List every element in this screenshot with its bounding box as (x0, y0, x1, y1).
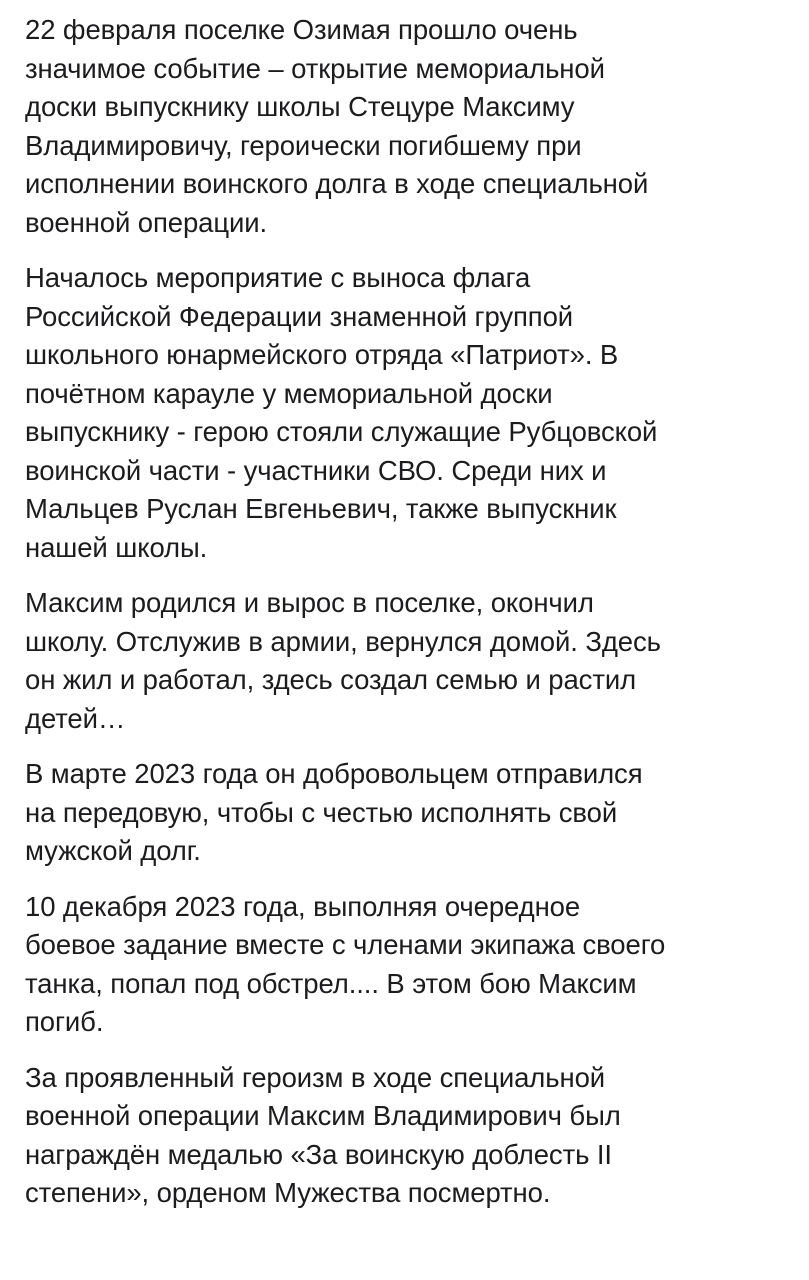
paragraph-1 (25, 11, 797, 242)
text-line: Началось мероприятие с выноса флага (25, 262, 531, 293)
text-line: детей… (25, 702, 126, 734)
text-line: военной операции. (25, 206, 268, 238)
text-line: За проявленный героизм в ходе специальной (25, 1061, 606, 1093)
text-line: мужской долг. (25, 835, 201, 866)
text-line: значимое событие – открытие мемориальной (25, 52, 605, 84)
text-line: нашей школы. (25, 531, 208, 563)
paragraph-6 (25, 1059, 797, 1213)
text-line: В марте 2023 года он добровольцем отправился (25, 758, 643, 789)
text-line: на передовую, чтобы с честью исполнять свой (25, 796, 618, 828)
paragraph-4 (25, 755, 797, 871)
paragraph-3 (25, 584, 797, 738)
text-line: танка, попал под обстрел.... В этом бою Максим (25, 967, 637, 999)
text-line: степени», орденом Мужества посмертно. (25, 1177, 551, 1208)
text-line: выпускнику - герою стояли служащие Рубцовской (25, 416, 658, 447)
text-line: Мальцев Руслан Евгеньевич, также выпускник (25, 493, 617, 524)
text-line: Владимировичу, героически погибшему при (25, 129, 582, 161)
text-line: доски выпускнику школы Стецуре Максиму (25, 91, 575, 122)
text-line: награждён медалью «За воинскую доблесть II (25, 1138, 612, 1170)
text-line: он жил и работал, здесь создал семью и растил (25, 664, 637, 695)
post-text (25, 11, 797, 1230)
text-line: боевое задание вместе с членами экипажа своего (25, 929, 666, 960)
paragraph-2 (25, 259, 797, 567)
text-line: погиб. (25, 1006, 104, 1037)
text-line: 22 февраля поселке Озимая прошло очень (25, 14, 578, 45)
text-line: 10 декабря 2023 года, выполняя очередное (25, 890, 581, 922)
text-line: Российской Федерации знаменной группой (25, 300, 574, 332)
text-line: исполнении воинского долга в ходе специальной (25, 168, 649, 199)
text-line: школу. Отслужив в армии, вернулся домой. Здесь (25, 625, 661, 657)
text-line: Максим родился и вырос в поселке, окончил (25, 587, 594, 618)
paragraph-5 (25, 888, 797, 1042)
text-line: воинской части - участники СВО. Среди них и (25, 454, 607, 486)
text-line: военной операции Максим Владимирович был (25, 1100, 621, 1131)
text-line: школьного юнармейского отряда «Патриот». В (25, 339, 619, 370)
text-line: почётном карауле у мемориальной доски (25, 377, 553, 409)
